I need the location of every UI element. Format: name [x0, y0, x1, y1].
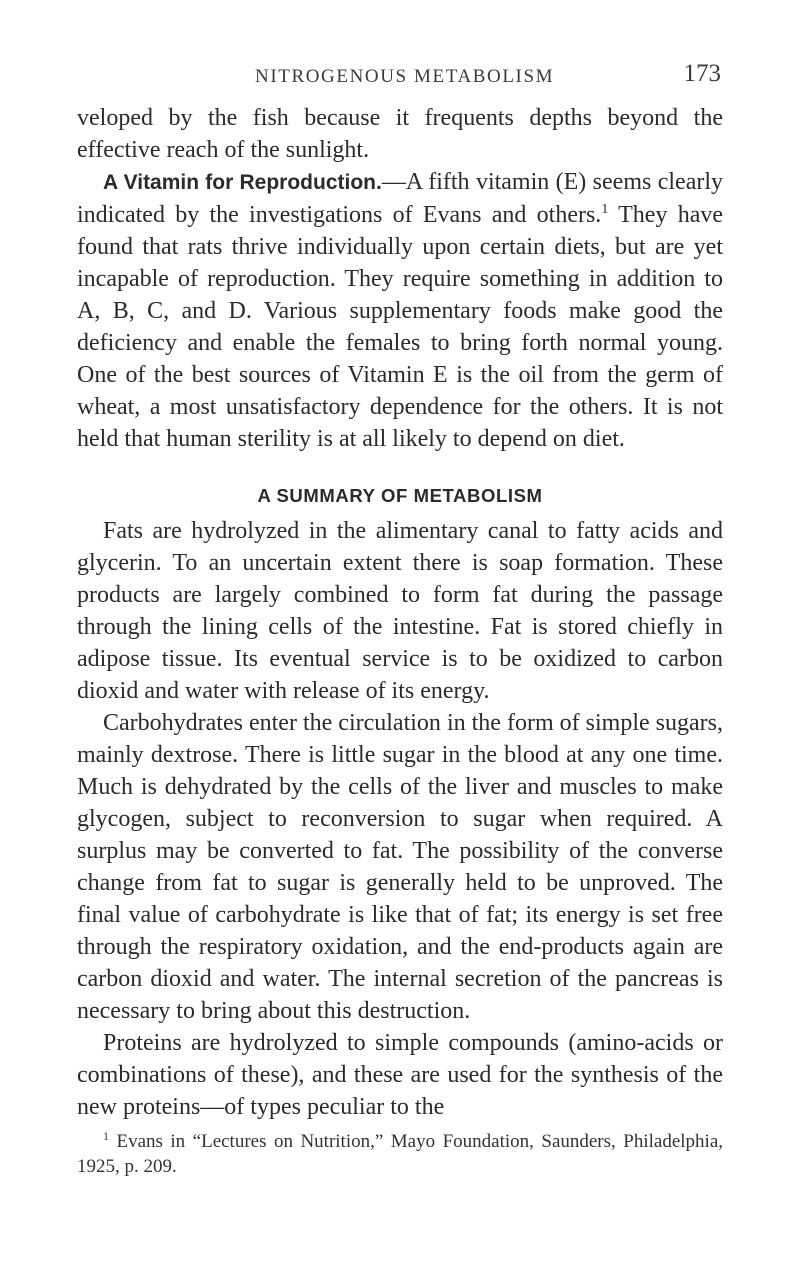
run-in-heading: A Vitamin for Reproduction.	[103, 171, 382, 194]
paragraph-proteins	[77, 1027, 723, 1123]
footnote-marker: 1	[103, 1129, 109, 1143]
running-title: NITROGENOUS METABOLISM	[255, 66, 555, 87]
book-page	[77, 52, 723, 1179]
paragraph-text: Fats are hydrolyzed in the alimentary canal to fatty acids and glycerin. To an uncertain extent there is soap formation. These products are largely combined to form fat during the passage through the lining cells of the intestine. Fat is stored chiefly in adipose tissue. Its eventual service is to be oxidized to carbon dioxid and water with release of its energy.	[77, 518, 723, 704]
section-heading: A SUMMARY OF METABOLISM	[257, 485, 543, 506]
paragraph-text: Carbohydrates enter the circulation in the form of simple sugars, mainly dextrose. There is little sugar in the blood at any one time. Much is dehydrated by the cells of the liver and muscles to make glycogen, subject to reconversion to sugar when required. A surplus may be converted to fat. The possibility of the converse change from fat to sugar is generally held to be unproved. The final value of carbohydrate is like that of fat; its energy is set free through the respiratory oxidation, and the end-products again are carbon dioxid and water. The internal secretion of the pancreas is necessary to bring about this destruction.	[77, 710, 723, 1024]
paragraph-continuation	[77, 102, 723, 166]
page-number: 173	[683, 60, 721, 87]
footnote-reference: 1	[601, 202, 609, 217]
paragraph-fats	[77, 515, 723, 707]
paragraph-carbohydrates	[77, 707, 723, 1027]
footnote-text: Evans in “Lectures on Nutrition,” Mayo Foundation, Saunders, Philadelphia, 1925, p. 209.	[77, 1131, 723, 1177]
body-text	[77, 102, 723, 1123]
footnote	[77, 1129, 723, 1179]
running-head	[77, 52, 723, 92]
paragraph-text: They have found that rats thrive individually upon certain diets, but are yet incapable of reproduction. They require something in addition to A, B, C, and D. Various supplementary foods make good the deficiency and enable the females to bring forth normal young. One of the best sources of Vitamin E is the oil from the germ of wheat, a most unsatisfactory dependence for the others. It is not held that human sterility is at all likely to depend on diet.	[77, 202, 723, 452]
paragraph-text: Proteins are hydrolyzed to simple compounds (amino-acids or combinations of these), and these are used for the synthesis of the new proteins—of types peculiar to the	[77, 1030, 723, 1120]
paragraph-text: —A fifth vitamin (E) seems clearly indicated by the investigations of Evans and others.	[77, 169, 724, 228]
paragraph-text: veloped by the fish because it frequents depths beyond the effective reach of the sunlight.	[77, 105, 723, 163]
paragraph-vitamin-e	[77, 166, 723, 455]
